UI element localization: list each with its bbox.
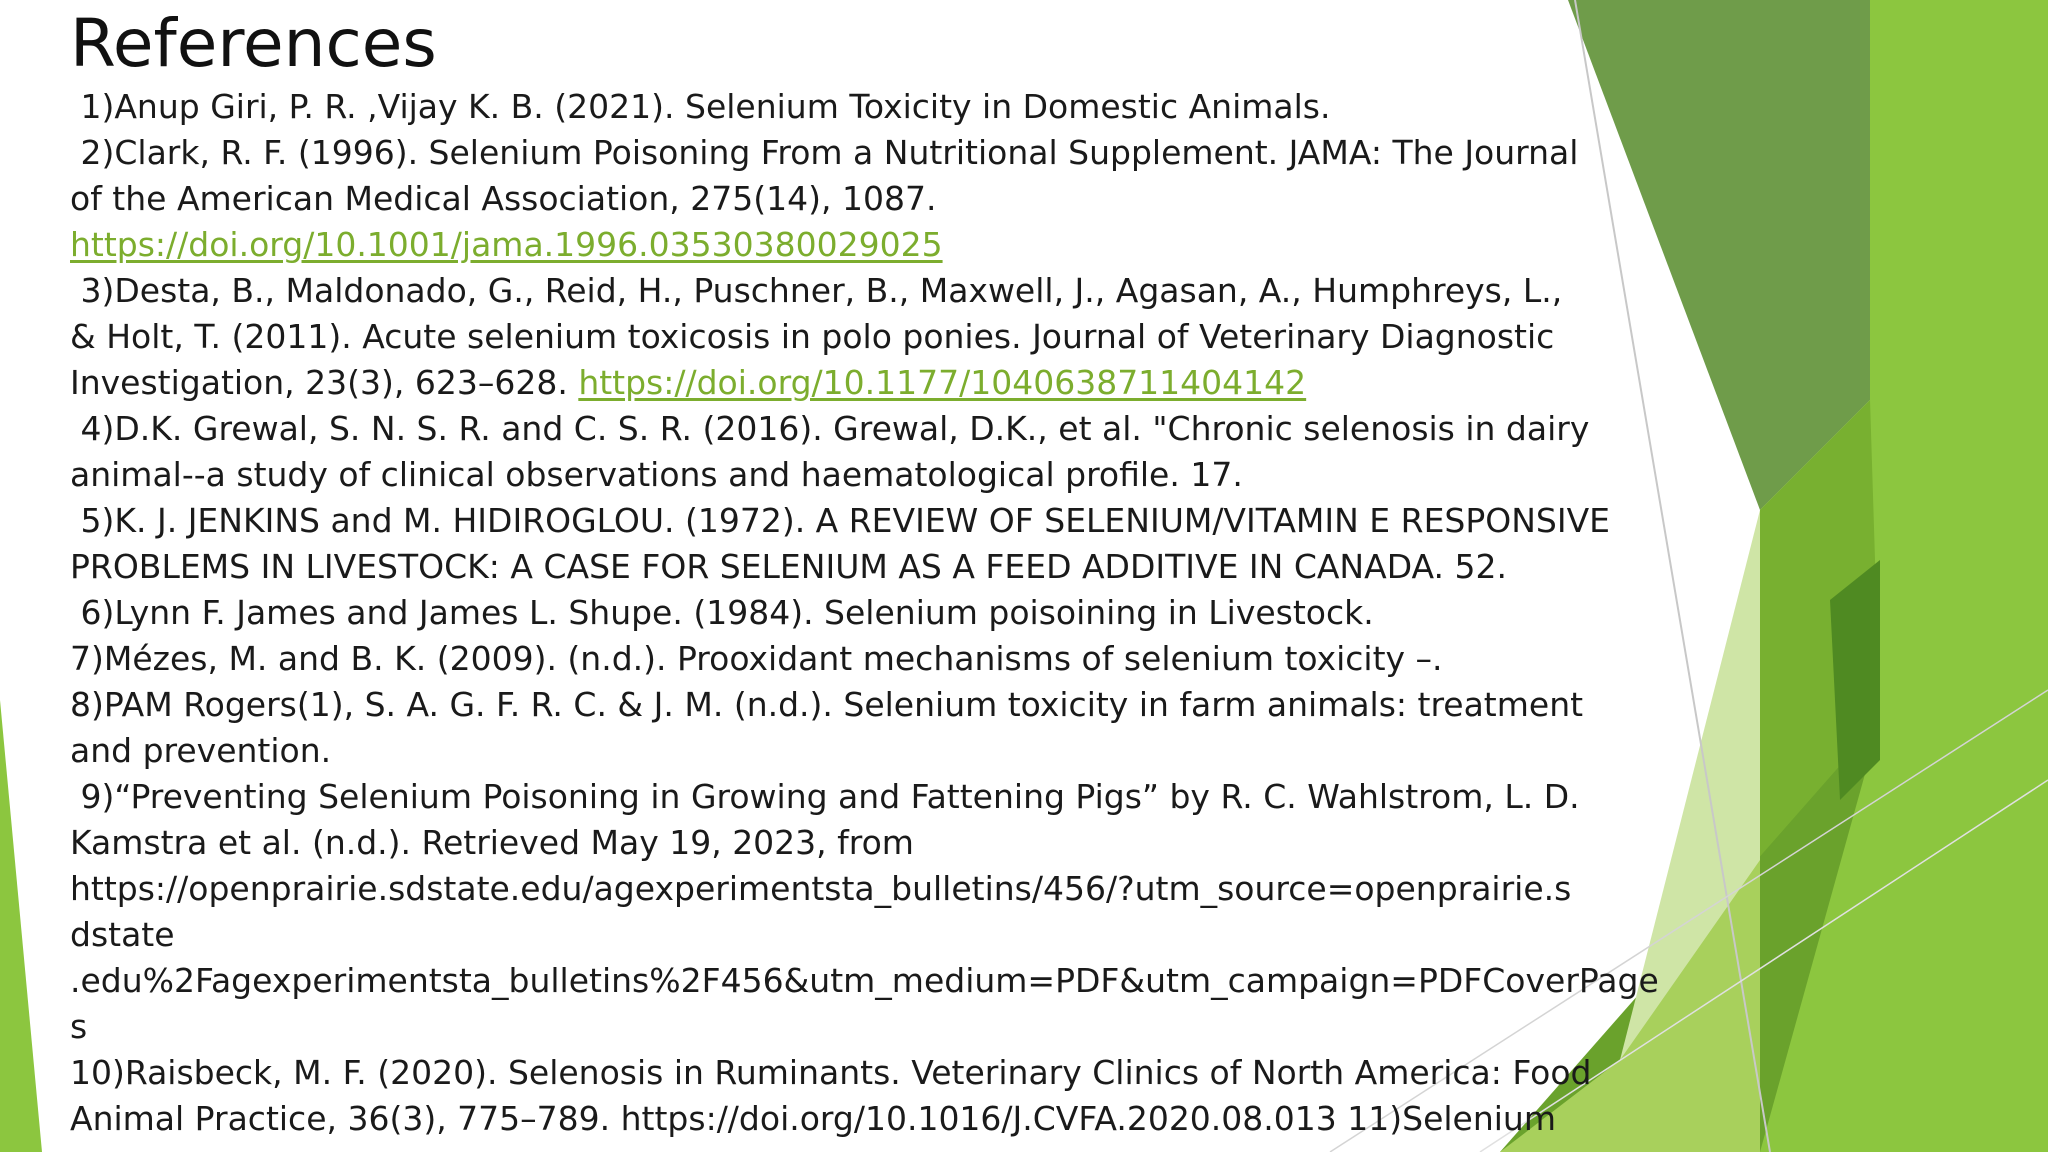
reference-text: of the American Medical Association, 275(14), 1087.: [70, 179, 937, 218]
reference-text: 2)Clark, R. F. (1996). Selenium Poisoning From a Nutritional Supplement. JAMA: The Journal: [70, 133, 1579, 172]
reference-text: 9)“Preventing Selenium Poisoning in Growing and Fattening Pigs” by R. C. Wahlstrom, L. D.: [70, 777, 1580, 816]
reference-text: 8)PAM Rogers(1), S. A. G. F. R. C. & J. M. (n.d.). Selenium toxicity in farm animals: treatment: [70, 685, 1584, 724]
reference-text: Investigation, 23(3), 623–628.: [70, 363, 579, 402]
reference-line: [70, 1050, 1690, 1096]
reference-text: Animal Practice, 36(3), 775–789. https://doi.org/10.1016/J.CVFA.2020.08.013 11)Selenium: [70, 1099, 1556, 1138]
doi-link[interactable]: https://doi.org/10.1001/jama.1996.03530380029025: [70, 225, 943, 264]
reference-line: [70, 544, 1690, 590]
reference-text: animal--a study of clinical observations and haematological profile. 17.: [70, 455, 1243, 494]
reference-line: [70, 820, 1690, 866]
reference-text: PROBLEMS IN LIVESTOCK: A CASE FOR SELENIUM AS A FEED ADDITIVE IN CANADA. 52.: [70, 547, 1507, 586]
reference-line: [70, 84, 1690, 130]
reference-line: [70, 268, 1690, 314]
reference-text: .edu%2Fagexperimentsta_bulletins%2F456&utm_medium=PDF&utm_campaign=PDFCoverPage: [70, 961, 1659, 1000]
doi-link[interactable]: https://doi.org/10.1177/1040638711404142: [578, 363, 1307, 402]
reference-line: [70, 590, 1690, 636]
reference-text: & Holt, T. (2011). Acute selenium toxicosis in polo ponies. Journal of Veterinary Diagnostic: [70, 317, 1555, 356]
reference-list: [70, 84, 1690, 1142]
reference-line: [70, 728, 1690, 774]
reference-text: s: [70, 1007, 88, 1046]
reference-text: 3)Desta, B., Maldonado, G., Reid, H., Puschner, B., Maxwell, J., Agasan, A., Humphreys, L.,: [70, 271, 1563, 310]
reference-line: [70, 360, 1690, 406]
reference-text: 1)Anup Giri, P. R. ,Vijay K. B. (2021). Selenium Toxicity in Domestic Animals.: [70, 87, 1331, 126]
reference-line: [70, 1096, 1690, 1142]
reference-line: [70, 314, 1690, 360]
reference-text: 5)K. J. JENKINS and M. HIDIROGLOU. (1972). A REVIEW OF SELENIUM/VITAMIN E RESPONSIVE: [70, 501, 1611, 540]
reference-line: [70, 866, 1690, 912]
reference-line: [70, 452, 1690, 498]
reference-line: [70, 636, 1690, 682]
reference-text: and prevention.: [70, 731, 332, 770]
content-area: [70, 0, 1690, 1142]
reference-line: [70, 406, 1690, 452]
reference-line: [70, 774, 1690, 820]
reference-line: [70, 130, 1690, 176]
reference-text: 4)D.K. Grewal, S. N. S. R. and C. S. R. (2016). Grewal, D.K., et al. "Chronic selenosis in dairy: [70, 409, 1590, 448]
reference-text: dstate: [70, 915, 175, 954]
page-title: References: [70, 5, 437, 82]
reference-text: 7)Mézes, M. and B. K. (2009). (n.d.). Prooxidant mechanisms of selenium toxicity –.: [70, 639, 1443, 678]
reference-line: [70, 176, 1690, 222]
reference-line: [70, 682, 1690, 728]
reference-line: [70, 958, 1690, 1004]
reference-line: [70, 222, 1690, 268]
reference-text: https://openprairie.sdstate.edu/agexperimentsta_bulletins/456/?utm_source=openprairie.s: [70, 869, 1572, 908]
reference-line: [70, 498, 1690, 544]
reference-text: 6)Lynn F. James and James L. Shupe. (1984). Selenium poisoining in Livestock.: [70, 593, 1374, 632]
reference-line: [70, 912, 1690, 958]
left-green-sliver: [0, 700, 42, 1152]
reference-text: 10)Raisbeck, M. F. (2020). Selenosis in Ruminants. Veterinary Clinics of North America: Food: [70, 1053, 1592, 1092]
reference-text: Kamstra et al. (n.d.). Retrieved May 19, 2023, from: [70, 823, 914, 862]
reference-line: [70, 1004, 1690, 1050]
